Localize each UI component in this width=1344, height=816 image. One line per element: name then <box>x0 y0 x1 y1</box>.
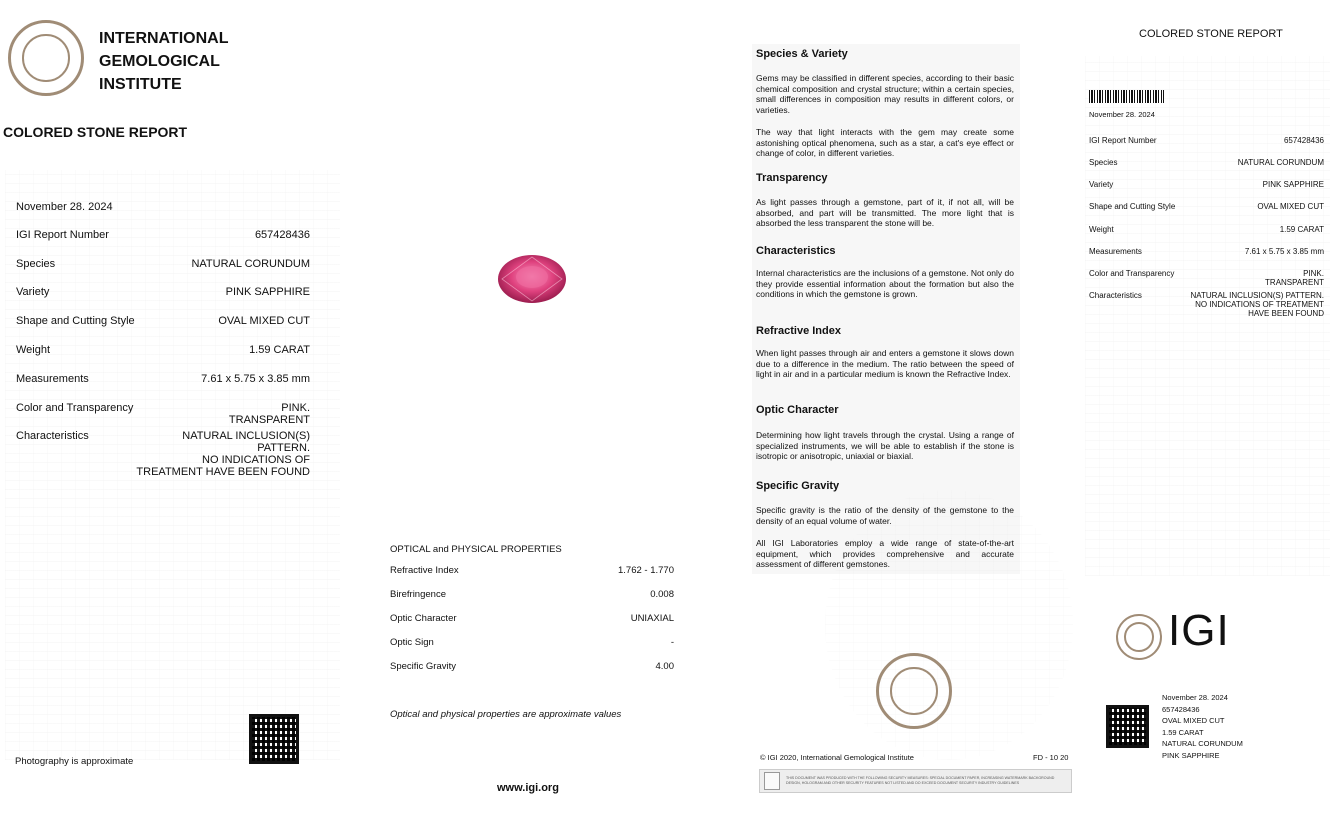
igi-logo-text: IGI <box>1168 606 1230 655</box>
document-icon <box>764 772 780 790</box>
detail-label: Variety <box>16 286 50 298</box>
detail-label: IGI Report Number <box>16 229 109 241</box>
website-link[interactable]: www.igi.org <box>497 782 559 794</box>
security-strip <box>759 769 1072 793</box>
institute-line-1: INTERNATIONAL <box>99 30 229 47</box>
property-row <box>390 661 674 672</box>
security-note: THIS DOCUMENT WAS PRODUCED WITH THE FOLLOWING SECURITY MEASURES: SPECIAL DOCUMENT PAPER, INCREASING WATERMARK BACKGROUND DESIGN, HOLOGRAM AND OTHER SECURITY FEATURES NOT LISTED AND DO EXCEED DOCUMENT SECURITY INDUSTRY GUIDELINES <box>786 776 1055 785</box>
detail-label: Shape and Cutting Style <box>16 315 135 327</box>
property-value: - <box>670 637 674 648</box>
summary-value: OVAL MIXED CUT <box>1257 202 1324 211</box>
detail-row <box>16 315 310 327</box>
form-code: FD - 10 20 <box>1033 753 1069 762</box>
transparency-heading: Transparency <box>756 172 828 184</box>
species-text-2: The way that light interacts with the gem may create some astonishing optical phenomena, such as a star, a cat's eye effect or change of color, in different varieties. <box>756 127 1014 158</box>
refractive-index-text: When light passes through air and enters a gemstone it slows down due to a difference in the medium. The ratio between the speed of light in air and in a particular medium is known the Refractive Index. <box>756 348 1014 379</box>
specific-gravity-text-2: All IGI Laboratories employ a wide range of state-of-the-art equipment, which provides comprehensive and accurate assessment of different gemstones. <box>756 538 1014 569</box>
refractive-index-heading: Refractive Index <box>756 325 841 337</box>
card-summary <box>1162 692 1243 761</box>
summary-label: Color and Transparency <box>1089 269 1175 278</box>
card-line: 1.59 CARAT <box>1162 727 1204 737</box>
characteristics-heading: Characteristics <box>756 245 836 257</box>
property-label: Birefringence <box>390 589 446 600</box>
detail-value: PINK. TRANSPARENT <box>228 402 310 426</box>
summary-label: Shape and Cutting Style <box>1089 202 1176 211</box>
detail-label: Measurements <box>16 373 89 385</box>
detail-row <box>16 229 310 241</box>
characteristics-text: Internal characteristics are the inclusions of a gemstone. Not only do they provide essential information about the formation but also the conditions in which the gemstone is grown. <box>756 268 1014 299</box>
report-date: November 28. 2024 <box>16 201 113 213</box>
summary-row <box>1089 158 1324 167</box>
summary-row <box>1089 180 1324 189</box>
detail-row <box>16 286 310 298</box>
property-value: UNIAXIAL <box>630 613 674 624</box>
summary-label: Weight <box>1089 225 1114 234</box>
summary-row <box>1089 136 1324 145</box>
gemstone-photo <box>496 253 568 305</box>
property-label: Specific Gravity <box>390 661 456 672</box>
detail-row <box>16 344 310 356</box>
summary-value: NATURAL CORUNDUM <box>1237 158 1324 167</box>
specific-gravity-heading: Specific Gravity <box>756 480 840 492</box>
property-value: 1.762 - 1.770 <box>618 565 674 576</box>
detail-value: NATURAL CORUNDUM <box>191 258 310 270</box>
detail-label: Characteristics <box>16 430 89 442</box>
detail-value: NATURAL INCLUSION(S) PATTERN. NO INDICATIONS OF TREATMENT HAVE BEEN FOUND <box>136 430 310 478</box>
summary-value: 1.59 CARAT <box>1279 225 1324 234</box>
property-row <box>390 637 674 648</box>
summary-row <box>1089 291 1324 318</box>
institute-line-2: GEMOLOGICAL <box>99 53 220 70</box>
detail-value: PINK SAPPHIRE <box>225 286 310 298</box>
summary-value: PINK. TRANSPARENT <box>1265 269 1324 287</box>
summary-value: 7.61 x 5.75 x 3.85 mm <box>1244 247 1324 256</box>
property-label: Refractive Index <box>390 565 459 576</box>
detail-label: Color and Transparency <box>16 402 134 414</box>
optic-character-heading: Optic Character <box>756 404 839 416</box>
detail-row <box>16 430 310 478</box>
summary-label: Characteristics <box>1089 291 1142 300</box>
summary-value: NATURAL INCLUSION(S) PATTERN. NO INDICATIONS OF TREATMENT HAVE BEEN FOUND <box>1190 291 1324 318</box>
summary-label: IGI Report Number <box>1089 136 1157 145</box>
summary-row <box>1089 247 1324 256</box>
card-qr-code <box>1106 705 1149 748</box>
copyright-text: © IGI 2020, International Gemological Institute <box>760 753 914 762</box>
summary-row <box>1089 225 1324 234</box>
summary-date: November 28. 2024 <box>1089 110 1155 119</box>
property-row <box>390 565 674 576</box>
properties-note: Optical and physical properties are approximate values <box>390 709 622 720</box>
barcode <box>1089 90 1164 103</box>
property-row <box>390 589 674 600</box>
igi-logo-seal <box>1116 614 1162 660</box>
igi-seal-center <box>876 653 952 729</box>
optic-character-text: Determining how light travels through the crystal. Using a range of specialized instruments, we will be able to establish if the stone is isotropic or anisotropic, uniaxial or biaxial. <box>756 430 1014 461</box>
summary-title: COLORED STONE REPORT <box>1139 28 1283 40</box>
property-value: 4.00 <box>655 661 674 672</box>
summary-value: PINK SAPPHIRE <box>1262 180 1324 189</box>
species-text-1: Gems may be classified in different species, according to their basic chemical composition and crystal structure; within a certain species, small differences in composition may results in different colors, or varieties. <box>756 73 1014 115</box>
detail-label: Weight <box>16 344 51 356</box>
report-title: COLORED STONE REPORT <box>3 124 188 140</box>
card-line: November 28. 2024 <box>1162 693 1228 702</box>
institute-line-3: INSTITUTE <box>99 76 182 93</box>
card-line: NATURAL CORUNDUM <box>1162 739 1243 748</box>
institute-name <box>99 27 228 96</box>
summary-label: Species <box>1089 158 1118 167</box>
igi-seal-logo <box>8 20 84 96</box>
card-line: 657428436 <box>1162 704 1200 714</box>
specific-gravity-text-1: Specific gravity is the ratio of the density of the gemstone to the density of an equal volume of water. <box>756 505 1014 526</box>
card-line: PINK SAPPHIRE <box>1162 750 1220 760</box>
property-row <box>390 613 674 624</box>
photo-note: Photography is approximate <box>15 756 134 767</box>
detail-row <box>16 373 310 385</box>
property-value: 0.008 <box>650 589 674 600</box>
detail-value: 657428436 <box>254 229 310 241</box>
property-label: Optic Sign <box>390 637 434 648</box>
glossary-seal-watermark <box>825 490 1073 760</box>
summary-label: Measurements <box>1089 247 1142 256</box>
summary-label: Variety <box>1089 180 1114 189</box>
properties-title: OPTICAL and PHYSICAL PROPERTIES <box>390 544 562 555</box>
summary-value: 657428436 <box>1283 136 1324 145</box>
summary-row <box>1089 269 1324 287</box>
detail-value: 7.61 x 5.75 x 3.85 mm <box>201 373 310 385</box>
species-heading: Species & Variety <box>756 48 848 60</box>
qr-code <box>249 714 299 764</box>
detail-value: OVAL MIXED CUT <box>218 315 310 327</box>
detail-row <box>16 402 310 426</box>
transparency-text: As light passes through a gemstone, part of it, if not all, will be absorbed, and part will be transmitted. The more light that is absorbed the less transparent the stone will be. <box>756 197 1014 228</box>
summary-row <box>1089 202 1324 211</box>
card-line: OVAL MIXED CUT <box>1162 716 1225 725</box>
detail-value: 1.59 CARAT <box>249 344 310 356</box>
property-label: Optic Character <box>390 613 457 624</box>
detail-row <box>16 258 310 270</box>
detail-label: Species <box>16 258 56 270</box>
